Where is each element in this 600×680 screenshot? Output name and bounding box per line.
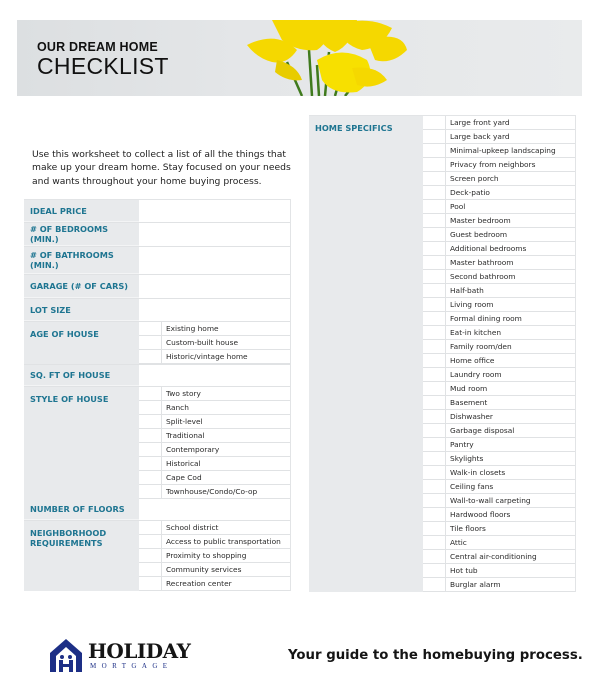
input-bathrooms[interactable] [139,247,290,274]
option-row [423,438,575,452]
option-row [423,424,575,438]
option-row [139,336,290,350]
option-label: Tile floors [446,522,575,535]
checkbox[interactable] [423,564,446,577]
option-row [423,550,575,564]
option-row [423,242,575,256]
option-label: Ceiling fans [446,480,575,493]
option-label: Attic [446,536,575,549]
checkbox[interactable] [423,466,446,479]
option-row [139,429,290,443]
checkbox[interactable] [423,494,446,507]
row-ideal-price [24,200,290,223]
checkbox[interactable] [423,424,446,437]
option-row [139,415,290,429]
title-small: OUR DREAM HOME [37,40,158,54]
input-lot-size[interactable] [139,299,290,321]
option-row [423,508,575,522]
checkbox[interactable] [423,298,446,311]
option-label: Skylights [446,452,575,465]
option-row [139,471,290,485]
checkbox[interactable] [423,200,446,213]
input-number-of-floors[interactable] [139,499,290,520]
option-row [423,284,575,298]
option-row [139,549,290,563]
checkbox[interactable] [423,480,446,493]
option-row [423,522,575,536]
basics-table [24,199,291,591]
option-row [423,298,575,312]
title-big: CHECKLIST [37,53,169,79]
group-home-specifics [309,116,575,592]
input-garage[interactable] [139,275,290,298]
option-row [139,322,290,336]
checkbox[interactable] [423,144,446,157]
checkbox[interactable] [423,242,446,255]
label-number-of-floors: NUMBER OF FLOORS [24,499,139,520]
option-label: Traditional [162,429,290,442]
option-label: Family room/den [446,340,575,353]
checkbox[interactable] [139,471,162,484]
label-bedrooms: # OF BEDROOMS (MIN.) [24,223,139,246]
checkbox[interactable] [423,186,446,199]
option-label: Mud room [446,382,575,395]
option-label: Cape Cod [162,471,290,484]
option-row [423,368,575,382]
checkbox[interactable] [139,521,162,534]
group-age-of-house [24,322,290,364]
input-ideal-price[interactable] [139,200,290,222]
option-label: Existing home [162,322,290,335]
option-row [423,340,575,354]
row-lot-size [24,299,290,322]
option-row [139,457,290,471]
option-row [139,535,290,549]
option-label: Access to public transportation [162,535,290,548]
checkbox[interactable] [139,415,162,428]
option-row [139,350,290,364]
option-label: Basement [446,396,575,409]
checkbox[interactable] [423,522,446,535]
checkbox[interactable] [139,322,162,335]
checkbox[interactable] [423,214,446,227]
checkbox[interactable] [423,508,446,521]
option-label: Community services [162,563,290,576]
option-label: Pantry [446,438,575,451]
option-row [423,116,575,130]
option-label: Half-bath [446,284,575,297]
holiday-mortgage-logo [48,637,198,677]
option-label: Second bathroom [446,270,575,283]
label-age-of-house: AGE OF HOUSE [24,322,139,364]
checkbox[interactable] [423,340,446,353]
label-bathrooms: # OF BATHROOMS (MIN.) [24,247,139,274]
checkbox[interactable] [423,396,446,409]
option-row [423,144,575,158]
option-row [423,396,575,410]
checkbox[interactable] [139,563,162,576]
option-row [423,466,575,480]
checkbox[interactable] [423,578,446,591]
checkbox[interactable] [139,485,162,498]
checkbox[interactable] [139,549,162,562]
option-row [423,312,575,326]
option-label: Proximity to shopping [162,549,290,562]
input-sq-ft[interactable] [139,365,290,386]
label-neighborhood: NEIGHBORHOOD REQUIREMENTS [24,521,139,591]
option-label: Formal dining room [446,312,575,325]
option-label: Hardwood floors [446,508,575,521]
option-row [139,443,290,457]
checkbox[interactable] [423,284,446,297]
option-label: Historic/vintage home [162,350,290,363]
logo-subtitle: MORTGAGE [90,662,173,670]
option-label: Hot tub [446,564,575,577]
option-row [423,564,575,578]
option-row [423,200,575,214]
house-family-icon [48,637,84,673]
checkbox[interactable] [423,354,446,367]
option-label: Recreation center [162,577,290,590]
row-bathrooms [24,247,290,275]
option-label: Two story [162,387,290,400]
row-bedrooms [24,223,290,247]
option-label: Laundry room [446,368,575,381]
option-label: Split-level [162,415,290,428]
checkbox[interactable] [423,382,446,395]
option-row [139,577,290,591]
option-row [423,130,575,144]
option-row [423,270,575,284]
label-garage: GARAGE (# OF CARS) [24,275,139,298]
option-row [423,536,575,550]
checkbox[interactable] [423,130,446,143]
option-label: Pool [446,200,575,213]
option-label: Walk-in closets [446,466,575,479]
row-garage [24,275,290,299]
checkbox[interactable] [423,438,446,451]
row-number-of-floors [24,499,290,521]
label-lot-size: LOT SIZE [24,299,139,321]
tulips-image [217,20,457,96]
option-label: Custom-built house [162,336,290,349]
option-row [139,563,290,577]
checkbox[interactable] [139,457,162,470]
option-row [139,401,290,415]
option-row [423,158,575,172]
tagline: Your guide to the homebuying process. [288,648,583,663]
checkbox[interactable] [423,270,446,283]
checkbox[interactable] [139,429,162,442]
label-sq-ft: SQ. FT OF HOUSE [24,365,139,386]
option-label: Dishwasher [446,410,575,423]
group-neighborhood [24,521,290,591]
option-row [423,354,575,368]
label-ideal-price: IDEAL PRICE [24,200,139,222]
row-sq-ft [24,364,290,387]
option-label: Townhouse/Condo/Co-op [162,485,290,498]
checkbox[interactable] [423,256,446,269]
option-label: Master bathroom [446,256,575,269]
option-row [139,387,290,401]
option-label: Burglar alarm [446,578,575,591]
checkbox[interactable] [423,228,446,241]
label-style-of-house: STYLE OF HOUSE [24,387,139,499]
option-row [423,452,575,466]
checkbox[interactable] [423,312,446,325]
logo-wordmark: HOLIDAY [88,639,191,663]
home-specifics-table [309,115,576,592]
option-label: Living room [446,298,575,311]
option-row [139,521,290,535]
option-label: Garbage disposal [446,424,575,437]
option-label: School district [162,521,290,534]
checkbox[interactable] [423,116,446,129]
checkbox[interactable] [423,536,446,549]
checkbox[interactable] [423,452,446,465]
checkbox[interactable] [423,158,446,171]
checkbox[interactable] [139,336,162,349]
option-row [423,172,575,186]
option-label: Eat-in kitchen [446,326,575,339]
option-label: Contemporary [162,443,290,456]
option-row [139,485,290,499]
checkbox[interactable] [423,172,446,185]
option-row [423,494,575,508]
option-label: Additional bedrooms [446,242,575,255]
checkbox[interactable] [139,387,162,400]
option-label: Large front yard [446,116,575,129]
option-label: Minimal-upkeep landscaping [446,144,575,157]
option-label: Home office [446,354,575,367]
checkbox[interactable] [423,550,446,563]
option-row [423,410,575,424]
option-label: Central air-conditioning [446,550,575,563]
option-row [423,214,575,228]
option-row [423,578,575,592]
header-banner [17,20,582,96]
option-label: Historical [162,457,290,470]
checkbox[interactable] [139,443,162,456]
option-label: Master bedroom [446,214,575,227]
option-label: Large back yard [446,130,575,143]
checkbox[interactable] [139,577,162,590]
checkbox[interactable] [139,401,162,414]
intro-text: Use this worksheet to collect a list of all the things that make up your dream home. Stay focused on your needs and wants throughout your home buying process. [32,149,291,187]
option-label: Privacy from neighbors [446,158,575,171]
option-label: Wall-to-wall carpeting [446,494,575,507]
option-row [423,228,575,242]
option-row [423,326,575,340]
checkbox[interactable] [139,535,162,548]
option-row [423,480,575,494]
option-label: Screen porch [446,172,575,185]
input-bedrooms[interactable] [139,223,290,246]
checkbox[interactable] [423,410,446,423]
option-row [423,256,575,270]
option-label: Guest bedroom [446,228,575,241]
option-label: Ranch [162,401,290,414]
checkbox[interactable] [139,350,162,363]
option-row [423,382,575,396]
group-style-of-house [24,387,290,499]
option-row [423,186,575,200]
checkbox[interactable] [423,368,446,381]
option-label: Deck-patio [446,186,575,199]
checkbox[interactable] [423,326,446,339]
label-home-specifics: HOME SPECIFICS [309,116,423,592]
